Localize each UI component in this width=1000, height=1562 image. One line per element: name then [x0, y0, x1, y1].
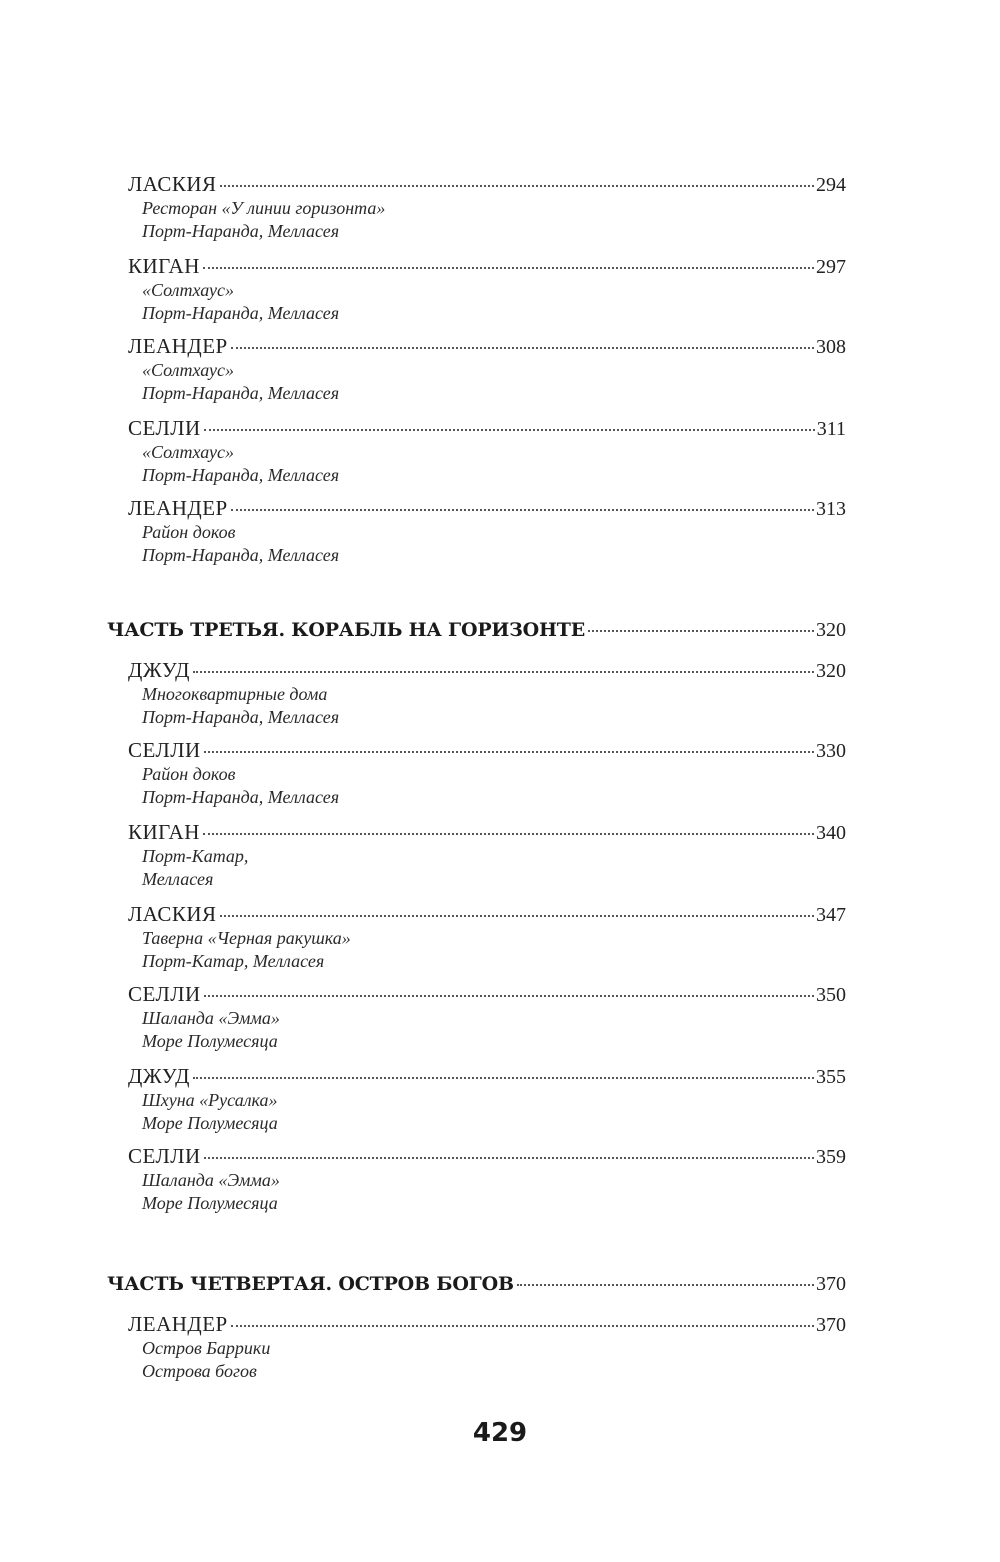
- dot-leader: [204, 429, 815, 431]
- toc-entry-heading: [128, 1311, 846, 1337]
- page-number: 347: [816, 904, 846, 926]
- chapter-location: Порт-Наранда, Мелласея: [142, 383, 340, 403]
- toc-entry-heading: [128, 171, 846, 197]
- page-number: 297: [816, 256, 846, 278]
- dot-leader: [204, 995, 814, 997]
- chapter-location: Море Полумесяца: [142, 1113, 278, 1133]
- page-number: 294: [816, 174, 846, 196]
- chapter-title: КИГАН: [128, 820, 200, 844]
- chapter-title: ЛЕАНДЕР: [128, 334, 228, 358]
- chapter-title: ЛАСКИЯ: [128, 902, 217, 926]
- toc-entry-лаския[interactable]: [128, 171, 846, 243]
- dot-leader: [193, 671, 814, 673]
- dot-leader: [220, 915, 814, 917]
- part-title: ЧАСТЬ ЧЕТВЕРТАЯ. ОСТРОВ БОГОВ: [107, 1273, 514, 1295]
- toc-entry-селли[interactable]: [128, 981, 846, 1053]
- dot-leader: [193, 1077, 814, 1079]
- toc-entry-леандер[interactable]: [128, 1311, 846, 1383]
- toc-part-four[interactable]: [107, 1271, 846, 1297]
- dot-leader: [203, 267, 814, 269]
- chapter-location: Порт-Наранда, Мелласея: [142, 465, 340, 485]
- toc-part-three[interactable]: [107, 617, 846, 643]
- chapter-location: Порт-Наранда, Мелласея: [142, 221, 340, 241]
- page-number: 359: [816, 1146, 846, 1168]
- book-page-number: 429: [472, 1418, 528, 1448]
- chapter-title: ДЖУД: [128, 1064, 190, 1088]
- chapter-title: ЛЕАНДЕР: [128, 1312, 228, 1336]
- chapter-title: ЛАСКИЯ: [128, 172, 217, 196]
- page-number: 370: [816, 1314, 846, 1336]
- chapter-location: Порт-Катар, Мелласея: [142, 951, 325, 971]
- dot-leader: [203, 833, 814, 835]
- chapter-title: ЛЕАНДЕР: [128, 496, 228, 520]
- chapter-title: СЕЛЛИ: [128, 1144, 201, 1168]
- page-number: 350: [816, 984, 846, 1006]
- chapter-location: Острова богов: [142, 1361, 257, 1381]
- toc-entry-heading: [128, 495, 846, 521]
- chapter-location: Район доков: [142, 522, 236, 542]
- chapter-title: СЕЛЛИ: [128, 416, 201, 440]
- dot-leader: [204, 751, 814, 753]
- dot-leader: [220, 185, 814, 187]
- toc-entry-селли[interactable]: [128, 737, 846, 809]
- chapter-location: Море Полумесяца: [142, 1193, 278, 1213]
- chapter-location: Порт-Наранда, Мелласея: [142, 303, 340, 323]
- chapter-location: «Солтхаус»: [142, 360, 235, 380]
- toc-entry-heading: [128, 981, 846, 1007]
- toc-entry-леандер[interactable]: [128, 495, 846, 567]
- toc-entry-heading: [128, 819, 846, 845]
- chapter-location: Порт-Наранда, Мелласея: [142, 787, 340, 807]
- toc-entry-heading: [128, 415, 846, 441]
- toc-entry-heading: [128, 657, 846, 683]
- chapter-location: Порт-Наранда, Мелласея: [142, 545, 340, 565]
- page-number: 330: [816, 740, 846, 762]
- part-title: ЧАСТЬ ТРЕТЬЯ. КОРАБЛЬ НА ГОРИЗОНТЕ: [107, 619, 585, 641]
- chapter-location: «Солтхаус»: [142, 442, 235, 462]
- page-number: 311: [816, 418, 846, 440]
- page-number: 320: [816, 660, 846, 682]
- chapter-location: Мелласея: [142, 869, 214, 889]
- toc-entry-heading: [128, 901, 846, 927]
- chapter-title: ДЖУД: [128, 658, 190, 682]
- page-number: 320: [816, 619, 846, 641]
- toc-entry-селли[interactable]: [128, 1143, 846, 1215]
- toc-entry-heading: [128, 737, 846, 763]
- chapter-title: КИГАН: [128, 254, 200, 278]
- toc-part-heading: [107, 617, 846, 643]
- chapter-location: «Солтхаус»: [142, 280, 235, 300]
- toc-entry-леандер[interactable]: [128, 333, 846, 405]
- chapter-location: Таверна «Черная ракушка»: [142, 928, 351, 948]
- page-number: 313: [816, 498, 846, 520]
- page-number: 370: [816, 1273, 846, 1295]
- chapter-location: Район доков: [142, 764, 236, 784]
- dot-leader: [231, 509, 814, 511]
- chapter-location: Порт-Наранда, Мелласея: [142, 707, 340, 727]
- chapter-location: Порт-Катар,: [142, 846, 249, 866]
- page-number: 355: [816, 1066, 846, 1088]
- chapter-location: Шаланда «Эмма»: [142, 1170, 280, 1190]
- toc-entry-heading: [128, 253, 846, 279]
- dot-leader: [517, 1284, 814, 1286]
- toc-entry-heading: [128, 1063, 846, 1089]
- dot-leader: [231, 347, 814, 349]
- toc-entry-лаския[interactable]: [128, 901, 846, 973]
- toc-part-heading: [107, 1271, 846, 1297]
- chapter-title: СЕЛЛИ: [128, 738, 201, 762]
- page-number: 308: [816, 336, 846, 358]
- chapter-location: Ресторан «У линии горизонта»: [142, 198, 386, 218]
- chapter-location: Остров Баррики: [142, 1338, 271, 1358]
- dot-leader: [588, 630, 814, 632]
- chapter-location: Шхуна «Русалка»: [142, 1090, 278, 1110]
- chapter-location: Многоквартирные дома: [142, 684, 328, 704]
- dot-leader: [231, 1325, 814, 1327]
- toc-entry-джуд[interactable]: [128, 657, 846, 729]
- toc-entry-heading: [128, 1143, 846, 1169]
- toc-entry-джуд[interactable]: [128, 1063, 846, 1135]
- chapter-location: Море Полумесяца: [142, 1031, 278, 1051]
- chapter-title: СЕЛЛИ: [128, 982, 201, 1006]
- toc-entry-киган[interactable]: [128, 253, 846, 325]
- chapter-location: Шаланда «Эмма»: [142, 1008, 280, 1028]
- toc-entry-киган[interactable]: [128, 819, 846, 891]
- page-number: 340: [816, 822, 846, 844]
- toc-entry-heading: [128, 333, 846, 359]
- toc-entry-селли[interactable]: [128, 415, 846, 487]
- dot-leader: [204, 1157, 814, 1159]
